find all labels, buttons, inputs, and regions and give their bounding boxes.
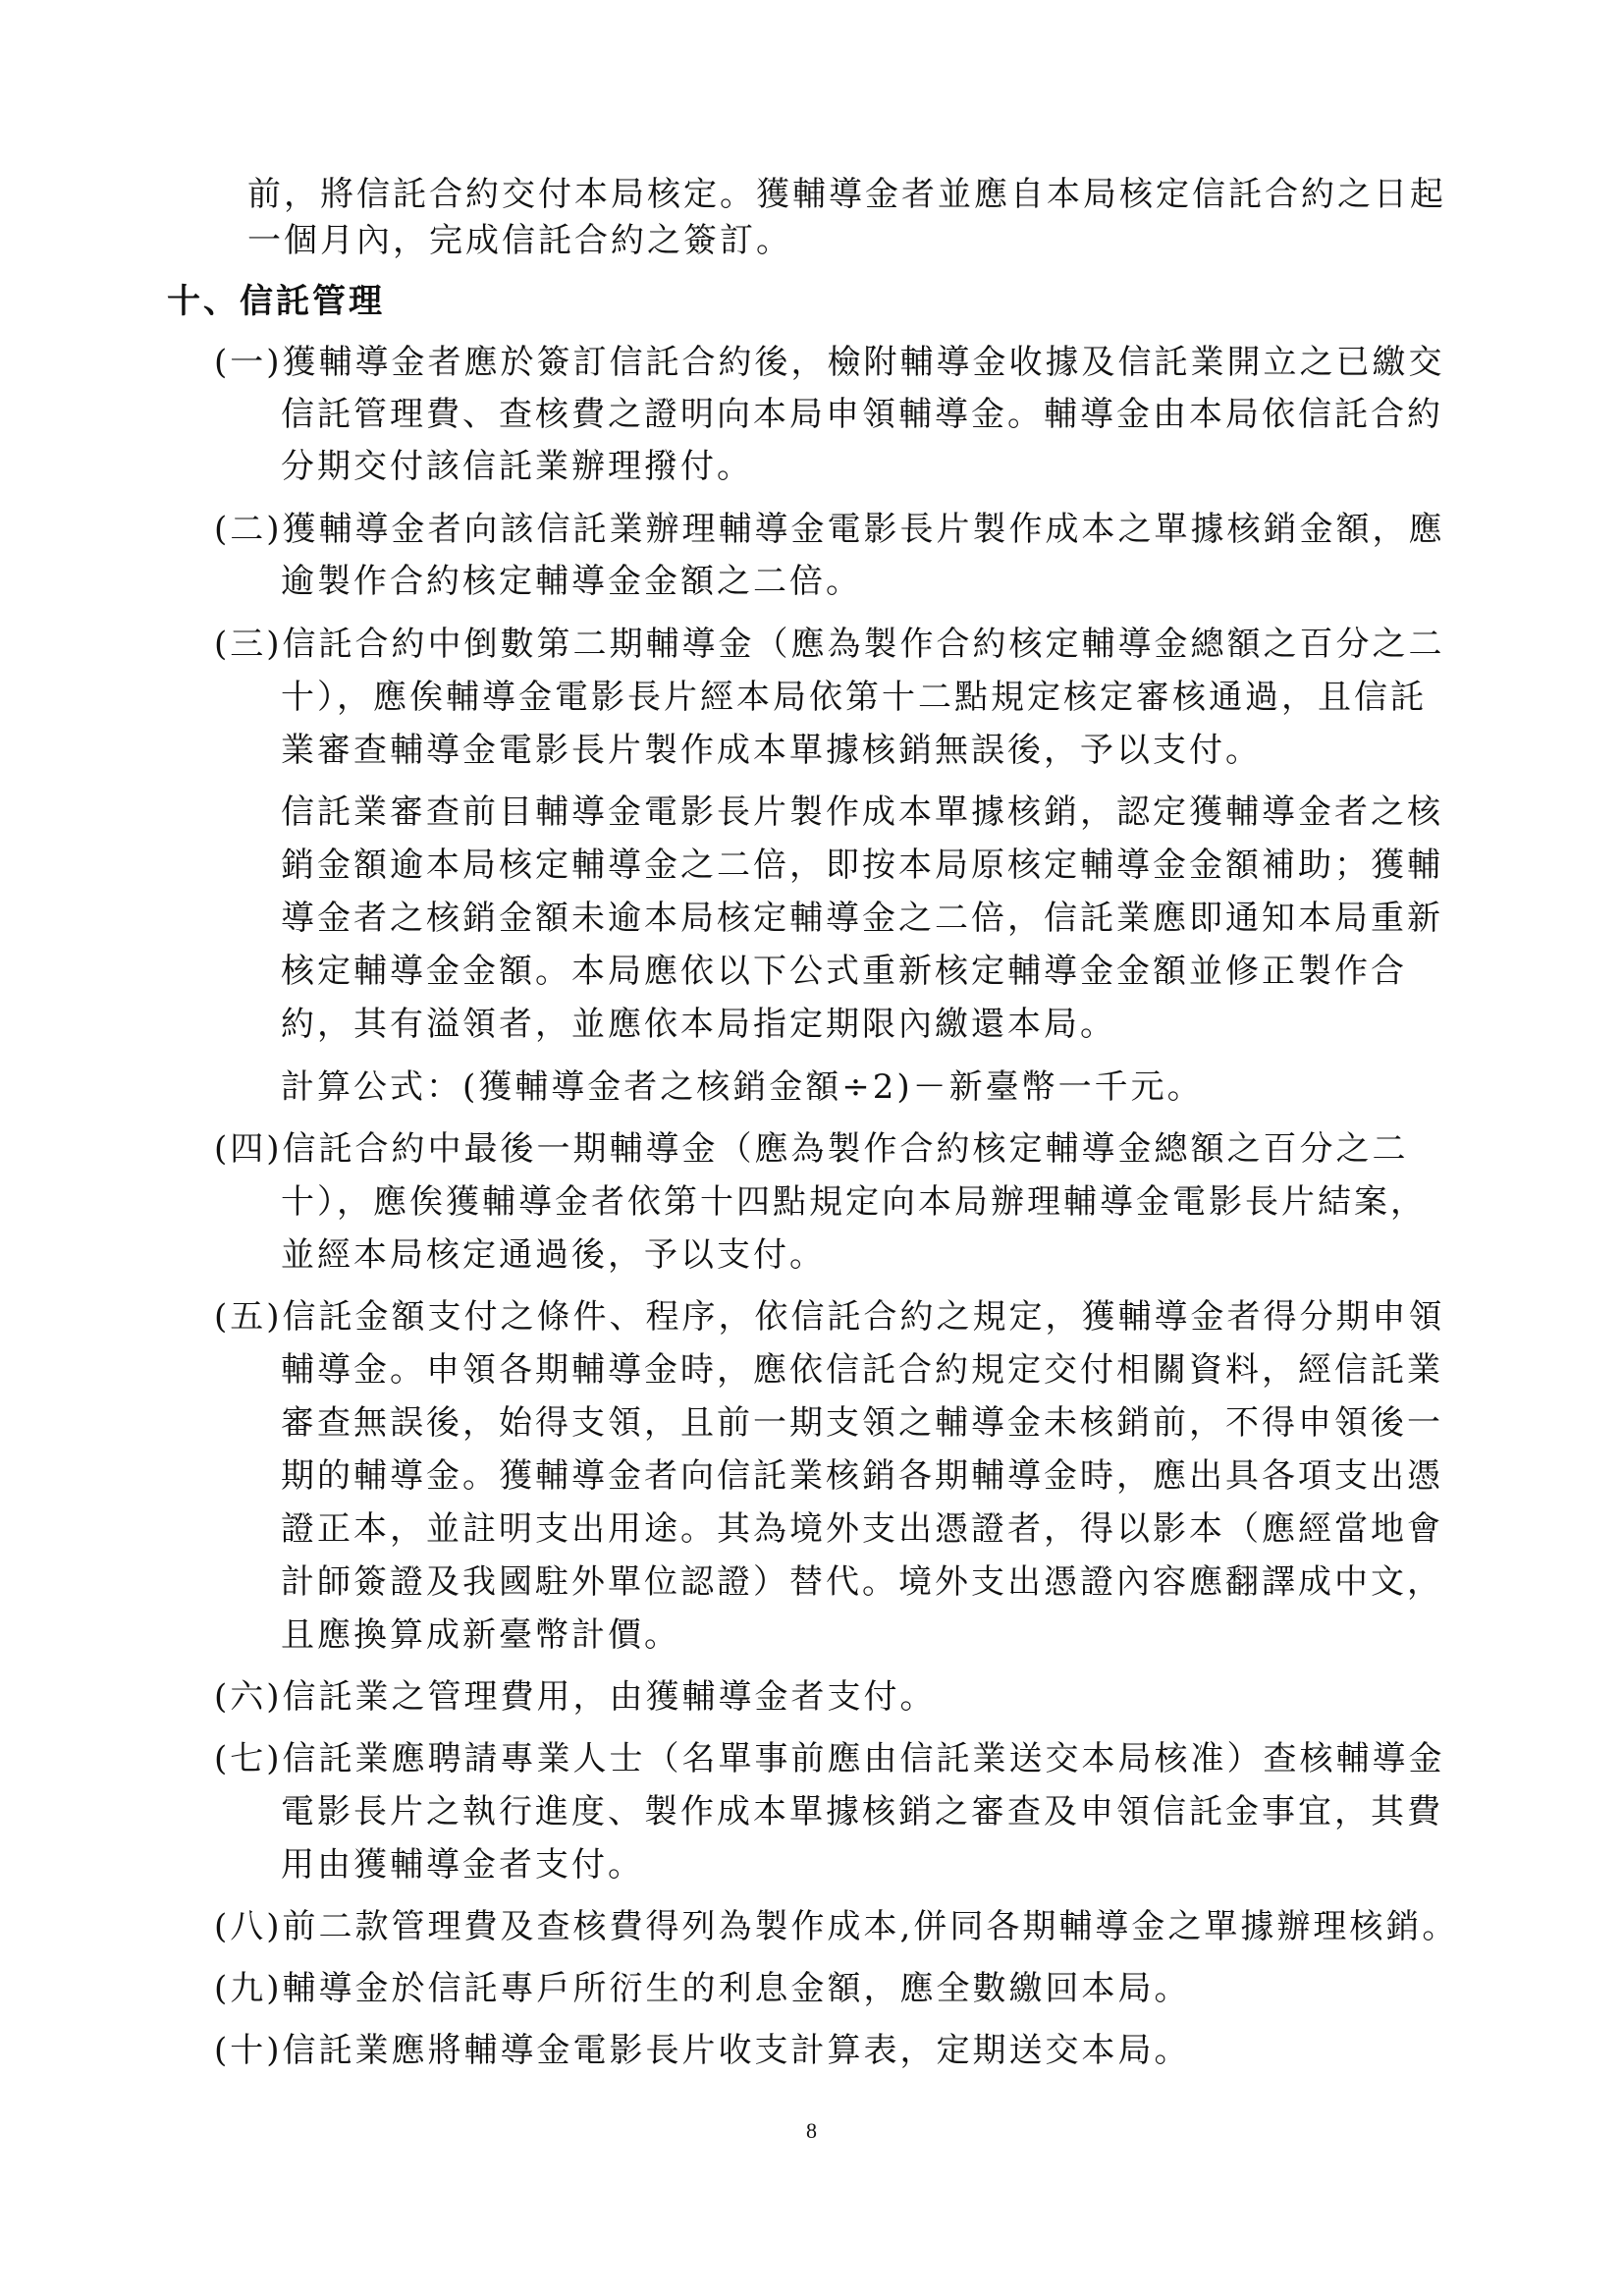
item-4-line: (四)信託合約中最後一期輔導金（應為製作合約核定輔導金總額之百分之二 bbox=[214, 1129, 1409, 1169]
item-5-line: 輔導金。申領各期輔導金時，應依信託合約規定交付相關資料，經信託業 bbox=[281, 1350, 1443, 1390]
item-7-line: 電影長片之執行進度、製作成本單據核銷之審查及申領信託金事宜，其費 bbox=[281, 1792, 1443, 1831]
item-5-line: 期的輔導金。獲輔導金者向信託業核銷各期輔導金時，應出具各項支出憑 bbox=[281, 1456, 1443, 1496]
intro-line: 一個月內，完成信託合約之簽訂。 bbox=[247, 221, 792, 260]
item-1-line: 分期交付該信託業辦理撥付。 bbox=[281, 447, 753, 486]
item-3-line: (三)信託合約中倒數第二期輔導金（應為製作合約核定輔導金總額之百分之二 bbox=[214, 625, 1445, 664]
item-6-line: (六)信託業之管理費用，由獲輔導金者支付。 bbox=[214, 1677, 937, 1717]
item-9-line: (九)輔導金於信託專戶所衍生的利息金額，應全數繳回本局。 bbox=[214, 1969, 1191, 2008]
item-10-line: (十)信託業應將輔導金電影長片收支計算表，定期送交本局。 bbox=[214, 2031, 1191, 2070]
item-2-line: (二)獲輔導金者向該信託業辦理輔導金電影長片製作成本之單據核銷金額，應 bbox=[214, 510, 1445, 549]
item-5-line: 審查無誤後，始得支領，且前一期支領之輔導金未核銷前，不得申領後一 bbox=[281, 1403, 1443, 1443]
item-4-line: 十），應俟獲輔導金者依第十四點規定向本局辦理輔導金電影長片結案， bbox=[281, 1182, 1427, 1222]
item-5-line: (五)信託金額支付之條件、程序，依信託合約之規定，獲輔導金者得分期申領 bbox=[214, 1297, 1445, 1337]
item-7-line: 用由獲輔導金者支付。 bbox=[281, 1845, 644, 1885]
item-4-line: 並經本局核定通過後，予以支付。 bbox=[281, 1235, 826, 1275]
item-3-line: 約，其有溢領者，並應依本局指定期限內繳還本局。 bbox=[281, 1005, 1116, 1044]
item-3-line: 業審查輔導金電影長片製作成本單據核銷無誤後，予以支付。 bbox=[281, 731, 1262, 770]
item-3-line: 信託業審查前目輔導金電影長片製作成本單據核銷，認定獲輔導金者之核 bbox=[281, 793, 1443, 832]
item-3-line: 十），應俟輔導金電影長片經本局依第十二點規定核定審核通過，且信託 bbox=[281, 678, 1427, 717]
item-5-line: 計師簽證及我國駐外單位認證）替代。境外支出憑證內容應翻譯成中文， bbox=[281, 1562, 1443, 1602]
item-8-line: (八)前二款管理費及查核費得列為製作成本,併同各期輔導金之單據辦理核銷。 bbox=[214, 1907, 1459, 1946]
item-2-line: 逾製作合約核定輔導金金額之二倍。 bbox=[281, 562, 862, 601]
item-5-line: 證正本，並註明支出用途。其為境外支出憑證者，得以影本（應經當地會 bbox=[281, 1509, 1443, 1549]
item-3-line: 導金者之核銷金額未逾本局核定輔導金之二倍，信託業應即通知本局重新 bbox=[281, 899, 1443, 938]
item-3-line: 核定輔導金金額。本局應依以下公式重新核定輔導金金額並修正製作合 bbox=[281, 952, 1407, 991]
item-1-line: (一)獲輔導金者應於簽訂信託合約後，檢附輔導金收據及信託業開立之已繳交 bbox=[214, 343, 1445, 382]
section-heading: 十、信託管理 bbox=[167, 282, 385, 321]
intro-line: 前，將信託合約交付本局核定。獲輔導金者並應自本局核定信託合約之日起 bbox=[247, 175, 1446, 214]
item-3-formula: 計算公式：(獲輔導金者之核銷金額÷2)－新臺幣一千元。 bbox=[281, 1067, 1204, 1107]
item-5-line: 且應換算成新臺幣計價。 bbox=[281, 1615, 680, 1655]
page-number: 8 bbox=[806, 2118, 817, 2143]
item-3-line: 銷金額逾本局核定輔導金之二倍，即按本局原核定輔導金金額補助；獲輔 bbox=[281, 846, 1443, 885]
item-7-line: (七)信託業應聘請專業人士（名單事前應由信託業送交本局核准）查核輔導金 bbox=[214, 1739, 1445, 1778]
item-1-line: 信託管理費、查核費之證明向本局申領輔導金。輔導金由本局依信託合約 bbox=[281, 395, 1443, 434]
